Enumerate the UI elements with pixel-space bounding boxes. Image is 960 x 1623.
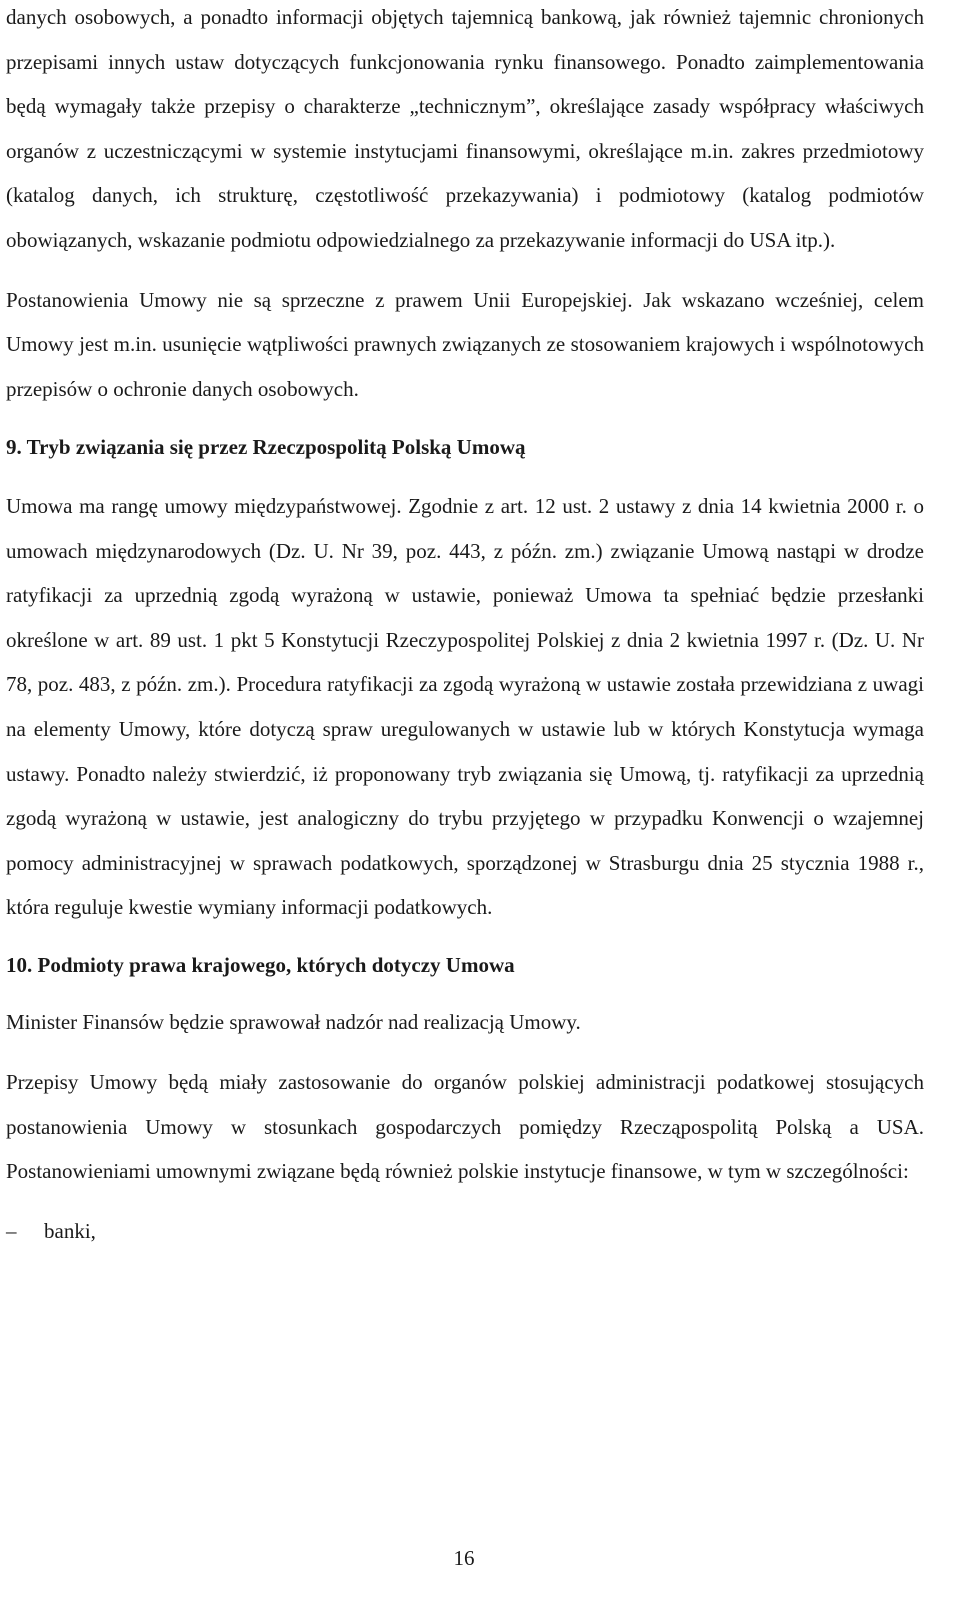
paragraph-data-protection: danych osobowych, a ponadto informacji objętych tajemnicą bankową, jak również tajemnic chronionych przepisami innych ustaw dotyczących funkcjonowania rynku finansowego. Ponadto zaimplementowania będą wymagały także przepisy o charakterze „technicznym”, określające zasady współpracy właściwych organów z uczestniczącymi w systemie instytucjami finansowymi, określające m.in. zakres przedmiotowy (katalog danych, ich strukturę, częstotliwość przekazywania) i podmiotowy (katalog podmiotów obowiązanych, wskazanie podmiotu odpowiedzialnego za przekazywanie informacji do USA itp.). [6,5,924,252]
list-item [6,1209,924,1254]
paragraph-minister: Minister Finansów będzie sprawował nadzór nad realizacją Umowy. [6,1010,581,1035]
paragraph-application: Przepisy Umowy będą miały zastosowanie do organów polskiej administracji podatkowej stosujących postanowienia Umowy w stosunkach gospodarczych pomiędzy Rzecząpospolitą Polską a USA. Postanowieniami umownymi związane będą również polskie instytucje finansowe, w tym w szczególności: [6,1070,924,1184]
section-heading-10: 10. Podmioty prawa krajowego, których dotyczy Umowa [6,952,515,977]
page-number: 16 [453,1546,475,1570]
section-heading-9: 9. Tryb związania się przez Rzeczpospolitą Polską Umową [6,435,526,460]
document-page [6,0,924,1253]
bullet-dash: – [6,1218,17,1243]
paragraph-ratification: Umowa ma rangę umowy międzypaństwowej. Zgodnie z art. 12 ust. 2 ustawy z dnia 14 kwietnia 2000 r. o umowach międzynarodowych (Dz. U. Nr 39, poz. 443, z późn. zm.) związanie Umową nastąpi w drodze ratyfikacji za uprzednią zgodą wyrażoną w ustawie, ponieważ Umowa ta spełniać będzie przesłanki określone w art. 89 ust. 1 pkt 5 Konstytucji Rzeczypospolitej Polskiej z dnia 2 kwietnia 1997 r. (Dz. U. Nr 78, poz. 483, z późn. zm.). Procedura ratyfikacji za zgodą wyrażoną w ustawie została przewidziana z uwagi na elementy Umowy, które dotyczą spraw uregulowanych w ustawie lub w których Konstytucja wymaga ustawy. Ponadto należy stwierdzić, iż proponowany tryb związania się Umową, tj. ratyfikacji za uprzednią zgodą wyrażoną w ustawie, jest analogiczny do trybu przyjętego w przypadku Konwencji o wzajemnej pomocy administracyjnej w sprawach podatkowych, sporządzonej w Strasburgu dnia 25 stycznia 1988 r., która reguluje kwestie wymiany informacji podatkowych. [6,493,924,920]
list-item-text: banki, [44,1218,96,1243]
paragraph-eu-compliance: Postanowienia Umowy nie są sprzeczne z prawem Unii Europejskiej. Jak wskazano wcześniej, celem Umowy jest m.in. usunięcie wątpliwości prawnych związanych ze stosowaniem krajowych i wspólnotowych przepisów o ochronie danych osobowych. [6,287,924,401]
